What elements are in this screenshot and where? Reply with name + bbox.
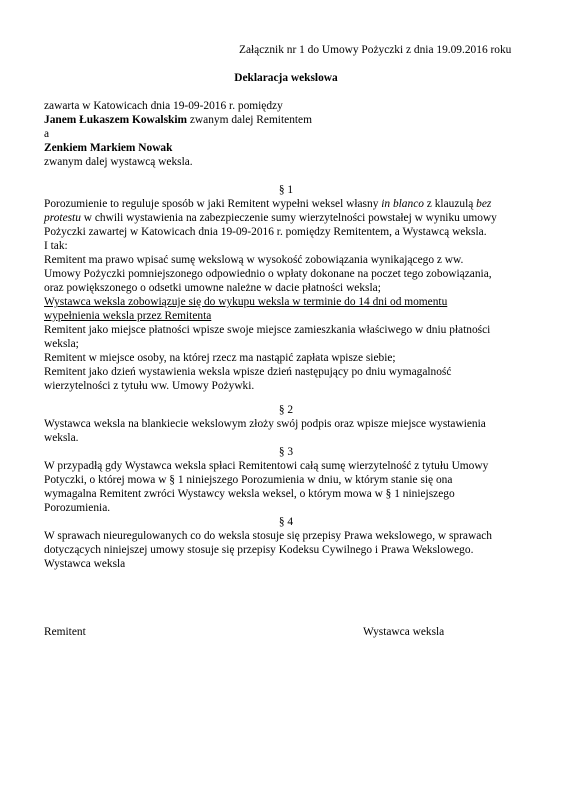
document-title: Deklaracja wekslowa — [234, 72, 338, 84]
section-3-line: W przypadłą gdy Wystawca weksla spłaci Remitentowi całą sumę wierzytelność z tytułu Umowy — [44, 460, 489, 472]
party-remitent — [44, 114, 312, 128]
section-4-line: W sprawach nieuregulowanych co do weksla stosuje się przepisy Prawa wekslowego, w sprawach — [44, 530, 493, 542]
section-4-line: Wystawca weksla — [44, 558, 126, 570]
signature-issuer: Wystawca weksla — [363, 626, 445, 638]
section-1-line: Remitent jako miejsce płatności wpisze swoje miejsce zamieszkania właściwego w dniu płatności — [44, 324, 491, 336]
text-run-italic: bez — [476, 198, 492, 210]
section-1-line: Remitent ma prawo wpisać sumę wekslową w wysokość zobowiązania wynikającego z ww. — [44, 254, 464, 266]
text-run: w chwili wystawienia na zabezpieczenie sumy wierzytelności powstałej w wyniku umowy — [80, 212, 497, 224]
text-run: Porozumienie to reguluje sposób w jaki Remitent wypełni weksel własny — [44, 198, 382, 210]
section-1-line: weksla; — [44, 338, 79, 350]
party2-role: zwanym dalej wystawcą weksla. — [44, 156, 193, 168]
section-1-line: Pożyczki zawartej w Katowicach dnia 19-09-2016 r. pomiędzy Remitentem, a Wystawcą weksla. — [44, 226, 487, 238]
section-1-line — [44, 198, 491, 212]
section-4-heading: § 4 — [278, 516, 294, 528]
section-1-line — [44, 212, 497, 226]
section-3-line: wymagalna Remitent zwróci Wystawcy weksla weksel, o którym mowa w § 1 niniejszego — [44, 488, 455, 500]
section-3-line: Porozumienia. — [44, 502, 111, 514]
party1-role: zwanym dalej Remitentem — [187, 114, 312, 126]
section-1-line-underlined: wypełnienia weksla przez Remitenta — [44, 310, 212, 322]
section-1-line: Umowy Pożyczki pomniejszonego odpowiednio o wpłaty dokonane na poczet tego zobowiązania, — [44, 268, 492, 280]
party1-name: Janem Łukaszem Kowalskim — [44, 114, 188, 126]
text-run-italic: in blanco — [381, 198, 424, 210]
section-1-line-underlined: Wystawca weksla zobowiązuje się do wykupu weksla w terminie do 14 dni od momentu — [44, 296, 448, 308]
party2-name: Zenkiem Markiem Nowak — [44, 142, 173, 154]
section-2-heading: § 2 — [278, 404, 294, 416]
section-1-heading: § 1 — [278, 184, 294, 196]
section-2-line: weksla. — [44, 432, 79, 444]
section-1-line: Remitent jako dzień wystawienia weksla wpisze dzień następujący po dniu wymagalność — [44, 366, 452, 378]
text-run-italic: protestu — [44, 212, 81, 224]
section-4-line: dotyczących niniejszej umowy stosuje się przepisy Kodeksu Cywilnego i Prawa Wekslowego. — [44, 544, 474, 556]
section-1-line: I tak: — [44, 240, 68, 252]
attachment-note: Załącznik nr 1 do Umowy Pożyczki z dnia 19.09.2016 roku — [239, 44, 512, 56]
section-3-heading: § 3 — [278, 446, 294, 458]
signature-remitent: Remitent — [44, 626, 86, 638]
intro-and: a — [44, 128, 50, 140]
text-run: z klauzulą — [423, 198, 477, 210]
section-2-line: Wystawca weksla na blankiecie wekslowym złoży swój podpis oraz wpisze miejsce wystawienia — [44, 418, 486, 430]
intro-line: zawarta w Katowicach dnia 19-09-2016 r. pomiędzy — [44, 100, 283, 112]
section-1-line: Remitent w miejsce osoby, na której rzecz ma nastąpić zapłata wpisze siebie; — [44, 352, 396, 364]
section-1-line: wierzytelności z tytułu ww. Umowy Pożywki. — [44, 380, 255, 392]
section-3-line: Potyczki, o której mowa w § 1 niniejszego Porozumienia w dniu, w którym stanie się ona — [44, 474, 453, 486]
section-1-line: oraz powiększonego o odsetki umowne należne w dacie płatności weksla; — [44, 282, 381, 294]
